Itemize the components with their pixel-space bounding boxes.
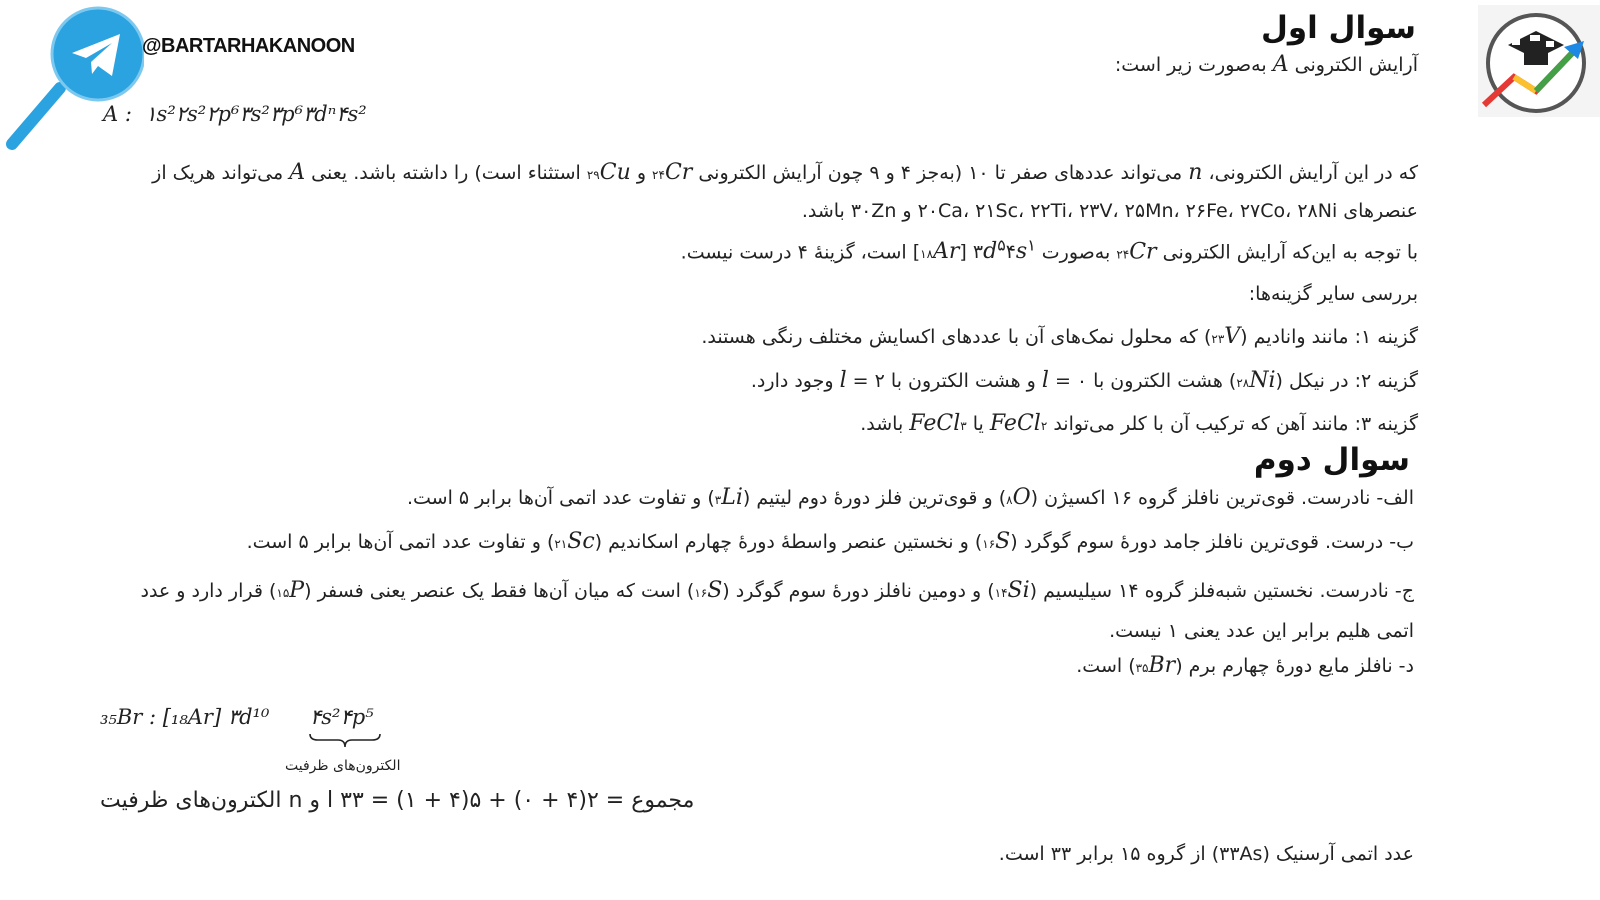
- sum-equation: الکترون‌های ظرفیت n و l مجموع = ۲(۴ + ۰) + ۵(۴ + ۱) = ۳۳: [100, 788, 695, 813]
- q2-item-alef: الف- نادرست. قوی‌ترین نافلز گروه ۱۶ اکسیژن (۸O) و قوی‌ترین فلز دورهٔ دوم لیتیم (۳Li) و تفاوت عدد اتمی آن‌ها برابر ۵ است.: [406, 485, 1414, 510]
- graduation-logo-icon: [1478, 5, 1600, 117]
- q1-option-2: گزینه ۲: در نیکل (۲۸Ni) هشت الکترون با l = ۰ و هشت الکترون با l = ۲ وجود دارد.: [750, 368, 1418, 393]
- br-valence: ۴s²۴p⁵: [310, 705, 374, 729]
- q1-paragraph-2: با توجه به این‌که آرایش الکترونی ۲۴Cr به‌صورت [۱۸Ar] $۳d^۵۴s^۱$ است، گزینهٔ ۴ درست نیست.: [680, 236, 1418, 265]
- br-config: ₃₅Br : [₁₈Ar] ۳d¹⁰: [100, 705, 270, 729]
- telegram-handle[interactable]: @BARTARHAKANOON: [142, 35, 355, 57]
- config-a-formula: A : ۱s²۲s²۲p⁶۳s²۳p⁶۳dⁿ۴s²: [103, 102, 367, 126]
- telegram-search-icon: [2, 6, 144, 151]
- q2-item-jim: ج- نادرست. نخستین شبه‌فلز گروه ۱۴ سیلیسیم (۱۴Si) و دومین نافلز دورهٔ سوم گوگرد (۱۶S) است که میان آن‌ها فقط یک عنصر یعنی فسفر (۱۵P) قرار دارد و عدد اتمی هلیم برابر این عدد یعنی ۱ نیست.: [140, 578, 1414, 642]
- valence-electrons-note: الکترون‌های ظرفیت: [285, 758, 401, 774]
- q1-paragraph-3: بررسی سایر گزینه‌ها:: [1248, 283, 1418, 305]
- q1-intro: آرایش الکترونی A به‌صورت زیر است:: [1114, 52, 1418, 77]
- underbrace-icon: [308, 732, 382, 750]
- q1-paragraph-1: که در این آرایش الکترونی، n می‌تواند عددهای صفر تا ۱۰ (به‌جز ۴ و ۹ چون آرایش الکترونی ۲۴Cr و ۲۹Cu استثناء است) را داشته باشد. یعنی A می‌تواند هریک از عنصرهای ۲۰Ca، ۲۱Sc، ۲۲Ti، ۲۳V، ۲۵Mn، ۲۶Fe، ۲۷Co، ۲۸Ni و ۳۰Zn باشد.: [152, 160, 1418, 222]
- q2-item-be: ب- درست. قوی‌ترین نافلز جامد دورهٔ سوم گوگرد (۱۶S) و نخستین عنصر واسطهٔ دورهٔ چهارم اسکاندیم (۲۱Sc) و تفاوت عدد اتمی آن‌ها برابر ۵ است.: [246, 529, 1414, 554]
- arsenic-note: عدد اتمی آرسنیک (۳۳As) از گروه ۱۵ برابر ۳۳ است.: [998, 843, 1414, 865]
- q2-item-dal: د- نافلز مایع دورهٔ چهارم برم (۳۵Br) است.: [1076, 653, 1414, 678]
- q1-option-1: گزینه ۱: مانند وانادیم (۲۳V) که محلول نمک‌های آن با عددهای اکسایش مختلف رنگی هستند.: [701, 324, 1418, 349]
- q1-option-3: گزینه ۳: مانند آهن که ترکیب آن با کلر می‌تواند FeCl۲ یا FeCl۳ باشد.: [860, 411, 1418, 436]
- question-2-title: سوال دوم: [1253, 442, 1410, 478]
- question-1-title: سوال اول: [1260, 10, 1416, 46]
